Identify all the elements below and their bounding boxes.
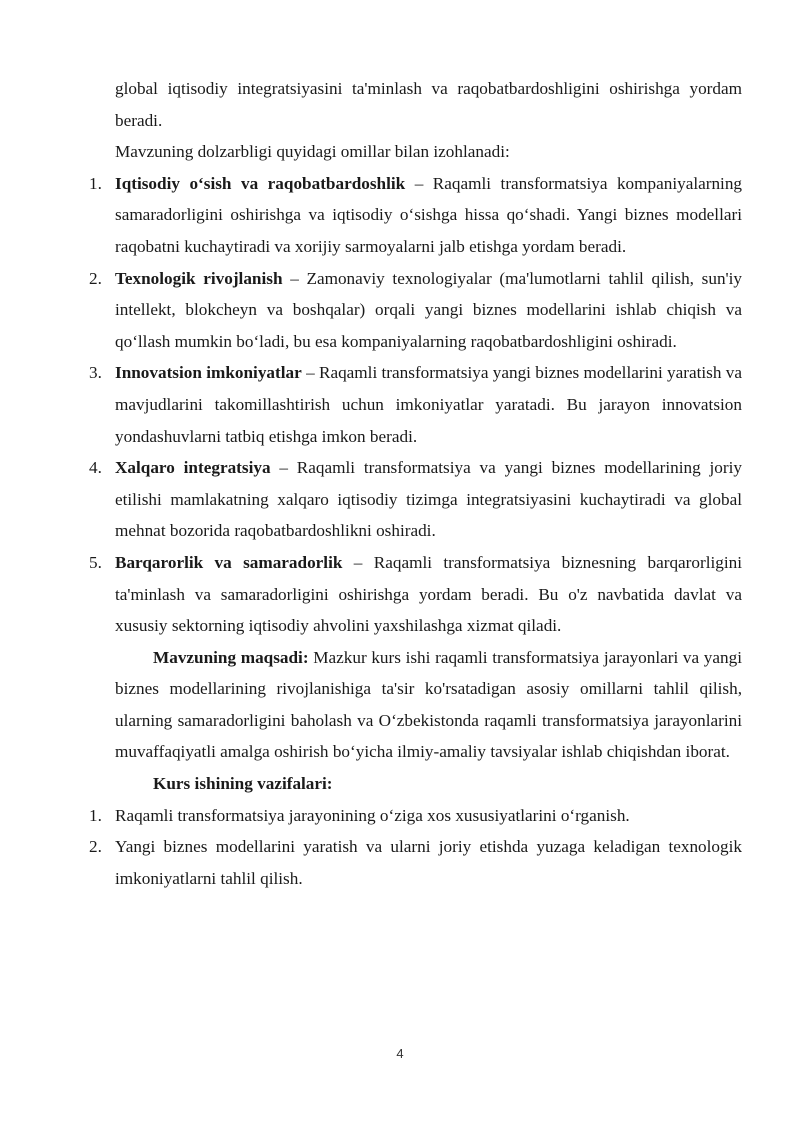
list-number: 2. — [89, 837, 102, 857]
tasks-heading — [115, 768, 742, 800]
list-item — [89, 263, 743, 358]
list-item-text: Yangi biznes modellarini yaratish va ularni joriy etishda yuzaga keladigan texnologik imkoniyatlarni tahlil qilish. — [115, 837, 742, 888]
relevance-list — [89, 168, 743, 642]
goal-title: Mavzuning maqsadi: — [153, 647, 309, 667]
relevance-intro: Mavzuning dolzarbligi quyidagi omillar bilan izohlanadi: — [115, 142, 510, 162]
tasks-list — [89, 800, 742, 895]
list-item — [89, 547, 742, 642]
page-content — [89, 73, 743, 894]
intro-paragraph-continued: global iqtisodiy integratsiyasini ta'minlash va raqobatbardoshligini oshirishga yordam beradi. — [115, 79, 742, 130]
list-item-text: – Raqamli transformatsiya va yangi biznes modellarining joriy etilishi mamlakatning xalqaro iqtisodiy tizimga integratsiyasini kuchaytiradi va global mehnat bozorida raqobatbardoshlikni oshiradi. — [115, 458, 742, 541]
list-item-text: – Raqamli transformatsiya kompaniyalarning samaradorligini oshirishga va iqtisodiy o‘sishga hissa qo‘shadi. Yangi biznes modellari raqobatni kuchaytiradi va xorijiy sarmoyalarni jalb etishga yordam beradi. — [115, 173, 743, 256]
list-item-title: Iqtisodiy o‘sish va raqobatbardoshlik — [115, 173, 406, 193]
list-item-text: – Raqamli transformatsiya yangi biznes modellarini yaratish va mavjudlarini takomillashtirish uchun imkoniyatlar yaratadi. Bu jarayon innovatsion yondashuvlarni tatbiq etishga imkon beradi. — [115, 363, 742, 446]
list-item-title: Texnologik rivojlanish — [115, 268, 283, 288]
list-number: 4. — [89, 458, 102, 478]
list-item-title: Innovatsion imkoniyatlar — [115, 363, 302, 383]
goal-paragraph — [115, 642, 742, 768]
list-item — [89, 800, 742, 832]
list-item-text: – Zamonaviy texnologiyalar (ma'lumotlarni tahlil qilish, sun'iy intellekt, blokcheyn va boshqalar) orqali yangi biznes modellarini ishlab chiqish va qo‘llash mumkin bo‘ladi, bu esa kompaniyalarning raqobatbardoshligini oshiradi. — [115, 268, 743, 351]
goal-text: Mazkur kurs ishi raqamli transformatsiya jarayonlari va yangi biznes modellarining rivojlanishiga ta'sir ko'rsatadigan asosiy omillarni tahlil qilish, ularning samaradorligini baholash va O‘zbekistonda raqamli transformatsiya jarayonlarini muvaffaqiyatli amalga oshirish bo‘yicha ilmiy-amaliy tavsiyalar ishlab chiqishdan iborat. — [115, 647, 742, 762]
list-item-title: Barqarorlik va samaradorlik — [115, 552, 343, 572]
list-number: 3. — [89, 363, 102, 383]
list-item — [89, 357, 742, 452]
list-number: 2. — [89, 268, 102, 288]
page-number: 4 — [396, 1046, 404, 1061]
list-item — [89, 831, 742, 894]
tasks-title: Kurs ishining vazifalari: — [153, 774, 333, 794]
list-item-text: Raqamli transformatsiya jarayonining o‘ziga xos xususiyatlarini o‘rganish. — [115, 805, 630, 825]
list-item-title: Xalqaro integratsiya — [115, 458, 271, 478]
list-item — [89, 168, 743, 263]
list-item-text: – Raqamli transformatsiya biznesning barqarorligini ta'minlash va samaradorligini oshirishga yordam beradi. Bu o'z navbatida davlat va xususiy sektorning iqtisodiy ahvolini yaxshilashga xizmat qiladi. — [115, 552, 742, 636]
list-item — [89, 452, 742, 547]
list-number: 5. — [89, 552, 102, 572]
list-number: 1. — [89, 805, 102, 825]
list-number: 1. — [89, 173, 102, 193]
